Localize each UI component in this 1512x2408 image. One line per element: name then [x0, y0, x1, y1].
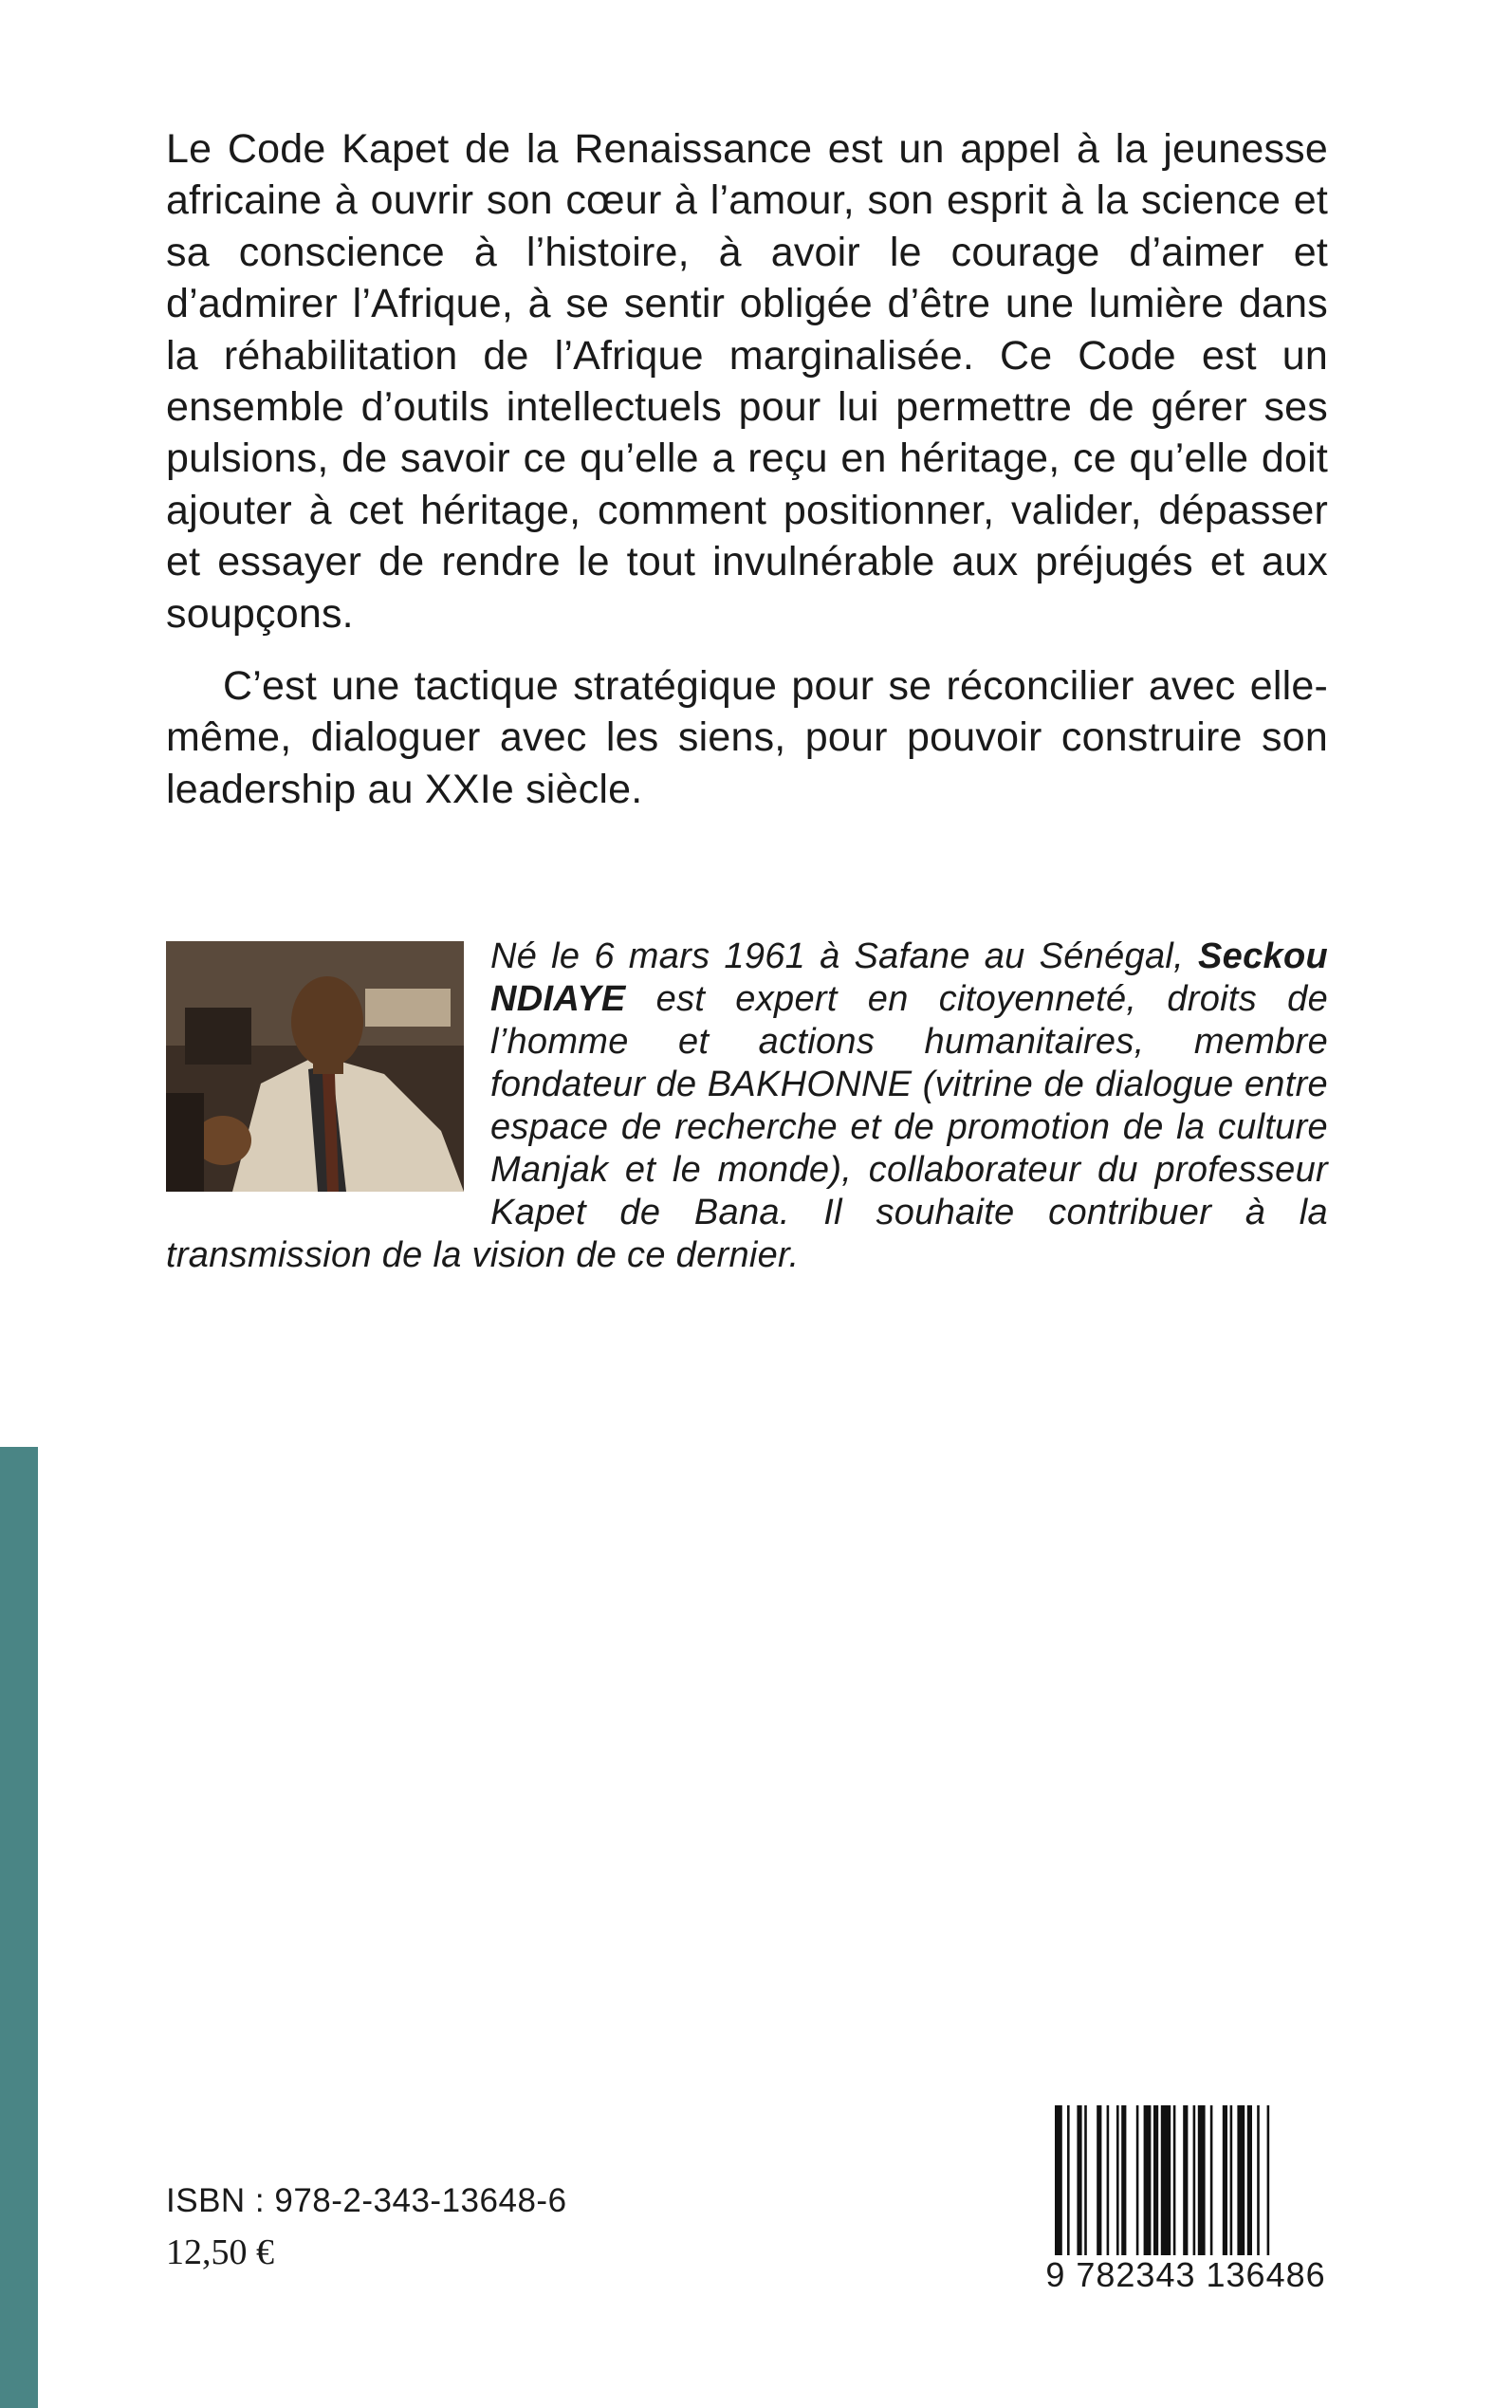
- barcode-bar: [1193, 2105, 1196, 2257]
- barcode-bar: [1055, 2105, 1062, 2257]
- isbn: ISBN : 978-2-343-13648-6: [166, 2182, 567, 2219]
- barcode-bar: [1116, 2105, 1119, 2257]
- back-cover-blurb: [166, 123, 1328, 815]
- blurb-paragraph-1: Le Code Kapet de la Renaissance est un appel à la jeunesse africaine à ouvrir son cœur à l’amour, son esprit à la science et sa conscience à l’histoire, à avoir le courage d’aimer et d’admirer l’Afrique, à se sentir obligée d’être une lumière dans la réhabilitation de l’Afrique marginalisée. Ce Code est un ensemble d’outils intellectuels pour lui permettre de gérer ses pulsions, de savoir ce qu’elle a reçu en héritage, ce qu’elle doit ajouter à cet héritage, comment positionner, valider, dépasser et essayer de rendre le tout invulnérable aux préjugés et aux soupçons.: [166, 126, 1328, 637]
- barcode-bar: [1084, 2105, 1087, 2257]
- barcode-bar: [1223, 2105, 1227, 2257]
- barcode-bar: [1198, 2105, 1206, 2257]
- barcode-bar: [1136, 2105, 1139, 2257]
- barcode-bar: [1077, 2105, 1081, 2257]
- cover-side-strip: [0, 1447, 38, 2408]
- bio-text: est expert en citoyenneté, droits de l’homme et actions humanitaires, membre fondateur de BAKHONNE (vitrine de dialogue entre espace de recherche et de promotion de la culture Manjak et le monde), collaborateur du professeur Kapet de Bana. Il souhaite contribuer à la transmission de la vision de ce dernier.: [166, 979, 1328, 1275]
- barcode-bars: [1034, 2102, 1337, 2263]
- barcode-bar: [1153, 2105, 1158, 2257]
- barcode-digits: 9 782343 136486: [1034, 2255, 1337, 2295]
- author-name: Seckou NDIAYE: [490, 936, 1328, 1019]
- barcode-bar: [1173, 2105, 1176, 2257]
- barcode-bar: [1247, 2105, 1252, 2257]
- author-photo: [166, 941, 464, 1192]
- barcode-bar: [1097, 2105, 1101, 2257]
- barcode-bar: [1267, 2105, 1270, 2257]
- barcode-bar: [1144, 2105, 1152, 2257]
- barcode-bar: [1183, 2105, 1188, 2257]
- blurb-paragraph-2: C’est une tactique stratégique pour se réconcilier avec elle-même, dialoguer avec les siens, pour pouvoir construire son leadership au XXIe siècle.: [166, 663, 1328, 812]
- barcode-bar: [1121, 2105, 1126, 2257]
- barcode-bar: [1237, 2105, 1245, 2257]
- price: 12,50 €: [166, 2232, 274, 2272]
- barcode-bar: [1067, 2105, 1070, 2257]
- barcode-bar: [1230, 2105, 1233, 2257]
- barcode-bar: [1107, 2105, 1110, 2257]
- barcode: [1034, 2102, 1337, 2296]
- barcode-bar: [1161, 2105, 1171, 2257]
- author-bio: [166, 935, 1328, 1277]
- barcode-bar: [1257, 2105, 1260, 2257]
- bio-intro: Né le 6 mars 1961 à Safane au Sénégal,: [490, 936, 1199, 976]
- author-photo-illustration: [166, 941, 464, 1192]
- barcode-bar: [1210, 2105, 1213, 2257]
